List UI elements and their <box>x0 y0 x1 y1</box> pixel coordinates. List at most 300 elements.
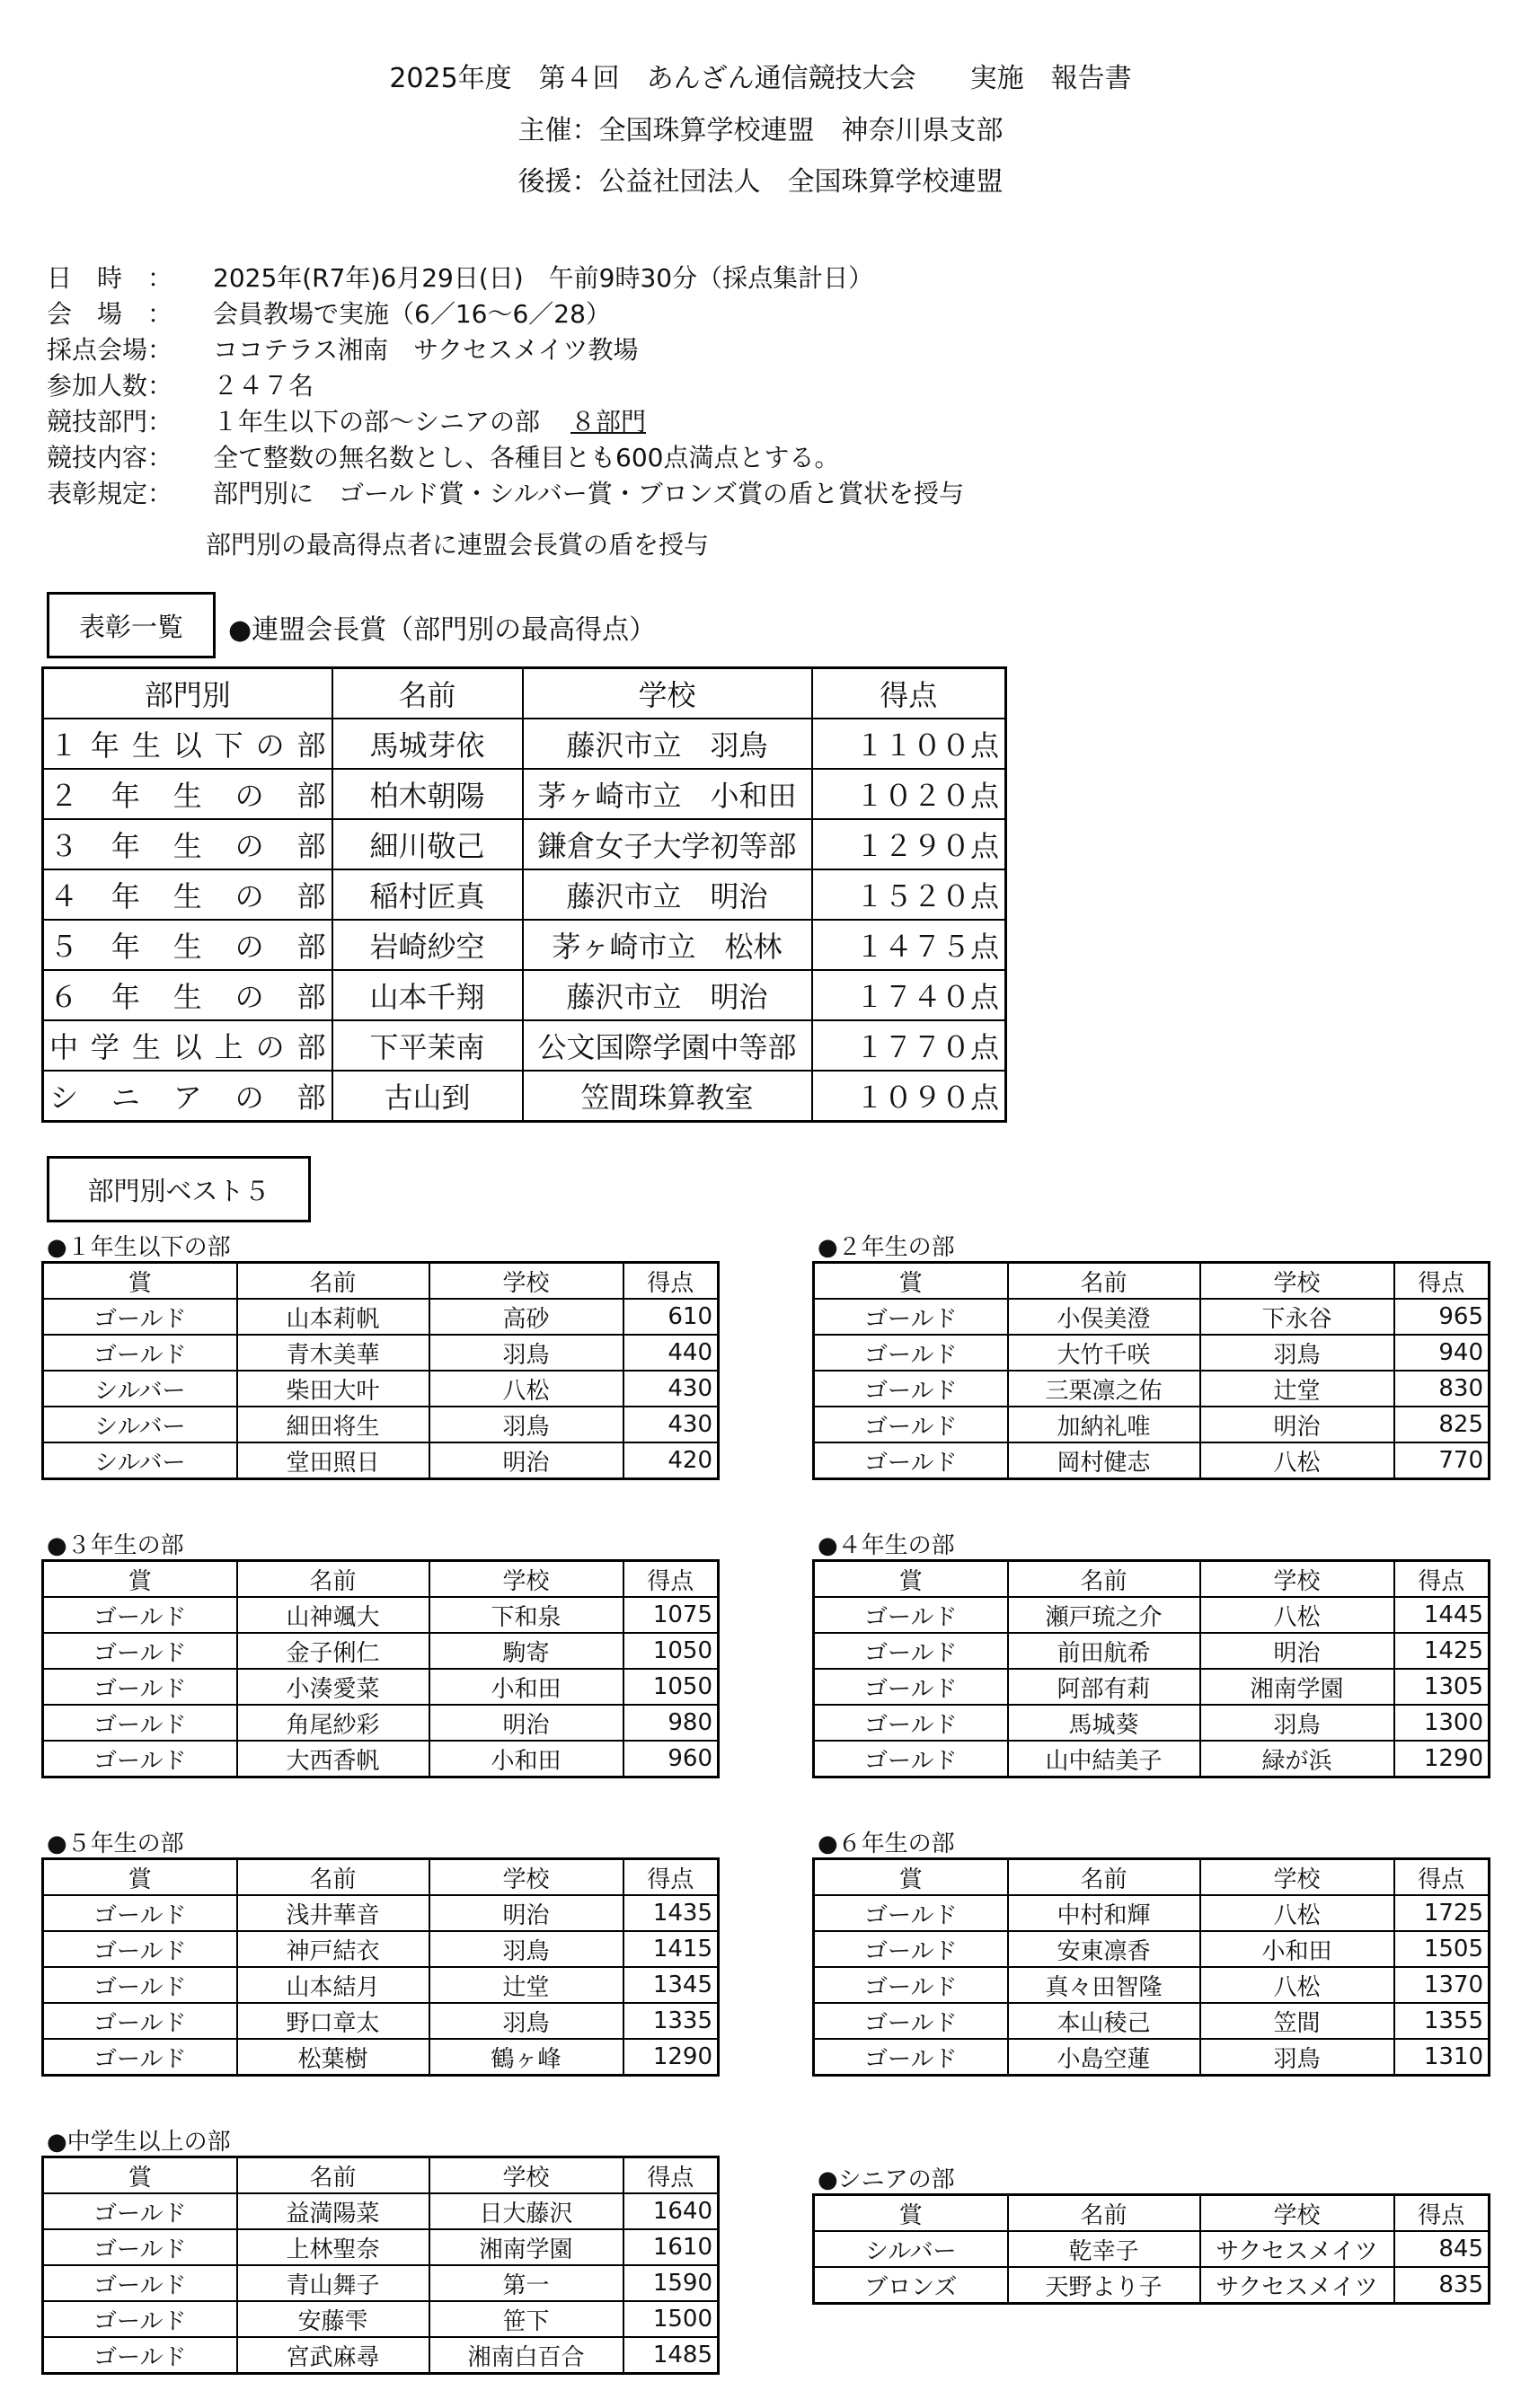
award-cell: ゴールド <box>43 1931 237 1967</box>
table-row <box>814 2267 1490 2304</box>
school-cell: 高砂 <box>429 1299 623 1335</box>
header-award: 賞 <box>814 1561 1008 1598</box>
info-continuation: 部門別の最高得点者に連盟会長賞の盾を授与 <box>206 530 710 560</box>
best5-table <box>812 2193 1490 2305</box>
school-cell: 笠間 <box>1200 2003 1394 2039</box>
header-name: 名前 <box>1008 1561 1200 1598</box>
score-cell: 830 <box>1394 1371 1490 1407</box>
score-cell: 960 <box>623 1741 719 1777</box>
info-row <box>47 474 964 510</box>
president-award-title: ●連盟会長賞（部門別の最高得点） <box>228 614 657 646</box>
school-cell: 第一 <box>429 2265 623 2301</box>
info-value: 部門別に ゴールド賞・シルバー賞・ブロンズ賞の盾と賞状を授与 <box>213 479 964 508</box>
school-cell: 明治 <box>429 1705 623 1741</box>
school-cell: 辻堂 <box>1200 1371 1394 1407</box>
name-cell: 金子俐仁 <box>237 1633 429 1669</box>
info-value: 2025年(R7年)6月29日(日) 午前9時30分（採点集計日） <box>213 263 874 293</box>
score-cell: 1290 <box>1394 1741 1490 1777</box>
division-cell: ６年生の部 <box>43 970 332 1020</box>
header-school: 学校 <box>429 1859 623 1896</box>
score-cell: 1050 <box>623 1669 719 1705</box>
header-score: 得点 <box>623 1263 719 1300</box>
table-row <box>43 769 1006 819</box>
school-cell: サクセスメイツ <box>1200 2267 1394 2304</box>
support-line: 後援：公益社団法人 全国珠算学校連盟 <box>517 166 1004 198</box>
name-cell: 角尾紗彩 <box>237 1705 429 1741</box>
division-cell: ４年生の部 <box>43 869 332 920</box>
score-cell: 430 <box>623 1371 719 1407</box>
header-award: 賞 <box>814 1859 1008 1896</box>
info-label: 参加人数： <box>47 371 173 401</box>
name-cell: 青山舞子 <box>237 2265 429 2301</box>
header-school: 学校 <box>429 1561 623 1598</box>
header-name: 名前 <box>332 668 523 719</box>
school-cell: 湘南学園 <box>429 2229 623 2265</box>
header-school: 学校 <box>1200 1859 1394 1896</box>
name-cell: 阿部有莉 <box>1008 1669 1200 1705</box>
score-cell: １５２０点 <box>812 869 1006 920</box>
name-cell: 前田航希 <box>1008 1633 1200 1669</box>
table-row <box>43 2003 719 2039</box>
school-cell: 八松 <box>429 1371 623 1407</box>
award-cell: シルバー <box>43 1407 237 1442</box>
info-row <box>47 259 873 295</box>
score-cell: 1305 <box>1394 1669 1490 1705</box>
table-row <box>43 1020 1006 1071</box>
score-cell: 940 <box>1394 1335 1490 1371</box>
table-header-row <box>43 1561 719 1598</box>
info-row <box>47 331 638 366</box>
award-cell: シルバー <box>814 2231 1008 2267</box>
name-cell: 大竹千咲 <box>1008 1335 1200 1371</box>
score-cell: 1310 <box>1394 2039 1490 2076</box>
organizer-line: 主催：全国珠算学校連盟 神奈川県支部 <box>517 115 1004 146</box>
info-label: 会 場 ： <box>47 299 173 329</box>
award-cell: ゴールド <box>814 1335 1008 1371</box>
header-division: 部門別 <box>43 668 332 719</box>
info-row <box>47 402 646 438</box>
school-cell: 羽鳥 <box>1200 2039 1394 2076</box>
school-cell: 笠間珠算教室 <box>523 1071 812 1122</box>
score-cell: 430 <box>623 1407 719 1442</box>
table-row <box>43 719 1006 769</box>
school-cell: 羽鳥 <box>429 1931 623 1967</box>
info-row <box>47 438 839 474</box>
name-cell: 下平茉南 <box>332 1020 523 1071</box>
name-cell: 野口章太 <box>237 2003 429 2039</box>
info-row <box>47 366 314 402</box>
table-row <box>814 1741 1490 1777</box>
name-cell: 安藤雫 <box>237 2301 429 2337</box>
table-row <box>814 2039 1490 2076</box>
table-row <box>814 1633 1490 1669</box>
table-header-row <box>814 2195 1490 2232</box>
name-cell: 松葉樹 <box>237 2039 429 2076</box>
school-cell: サクセスメイツ <box>1200 2231 1394 2267</box>
table-row <box>43 1967 719 2003</box>
score-cell: 835 <box>1394 2267 1490 2304</box>
school-cell: 小和田 <box>429 1741 623 1777</box>
score-cell: 1355 <box>1394 2003 1490 2039</box>
header-name: 名前 <box>1008 1263 1200 1300</box>
school-cell: 小和田 <box>429 1669 623 1705</box>
score-cell: 1415 <box>623 1931 719 1967</box>
division-title: ●１年生以下の部 <box>47 1234 231 1261</box>
score-cell: 1505 <box>1394 1931 1490 1967</box>
score-cell: 1075 <box>623 1597 719 1633</box>
award-cell: ゴールド <box>814 1669 1008 1705</box>
table-row <box>43 2337 719 2374</box>
header-school: 学校 <box>429 1263 623 1300</box>
name-cell: 山本莉帆 <box>237 1299 429 1335</box>
division-title: ●４年生の部 <box>818 1532 955 1559</box>
score-cell: 1590 <box>623 2265 719 2301</box>
header-school: 学校 <box>429 2157 623 2194</box>
header-award: 賞 <box>43 1263 237 1300</box>
best5-box: 部門別ベスト５ <box>47 1156 311 1222</box>
score-cell: 1445 <box>1394 1597 1490 1633</box>
school-cell: 鎌倉女子大学初等部 <box>523 819 812 869</box>
table-row <box>43 1299 719 1335</box>
school-cell: 下永谷 <box>1200 1299 1394 1335</box>
award-cell: ゴールド <box>43 1967 237 2003</box>
name-cell: 古山到 <box>332 1071 523 1122</box>
name-cell: 岩崎紗空 <box>332 920 523 970</box>
table-row <box>43 1705 719 1741</box>
name-cell: 青木美華 <box>237 1335 429 1371</box>
info-label: 日 時 ： <box>47 263 173 293</box>
score-cell: １０２０点 <box>812 769 1006 819</box>
table-row <box>814 1407 1490 1442</box>
name-cell: 大西香帆 <box>237 1741 429 1777</box>
table-row <box>43 2193 719 2229</box>
table-row <box>43 1371 719 1407</box>
best5-table <box>41 2156 720 2375</box>
score-cell: １１００点 <box>812 719 1006 769</box>
name-cell: 馬城葵 <box>1008 1705 1200 1741</box>
school-cell: 八松 <box>1200 1967 1394 2003</box>
header-school: 学校 <box>1200 2195 1394 2232</box>
school-cell: 茅ヶ崎市立 松林 <box>523 920 812 970</box>
name-cell: 山神颯大 <box>237 1597 429 1633</box>
award-cell: ゴールド <box>43 2193 237 2229</box>
table-row <box>43 1931 719 1967</box>
best5-table <box>41 1559 720 1778</box>
division-count: ８部門 <box>570 407 647 437</box>
table-row <box>43 1442 719 1479</box>
score-cell: 1335 <box>623 2003 719 2039</box>
table-row <box>43 2229 719 2265</box>
award-cell: ゴールド <box>814 1931 1008 1967</box>
division-cell: ５年生の部 <box>43 920 332 970</box>
award-cell: ゴールド <box>43 1335 237 1371</box>
info-value: ココテラス湘南 サクセスメイツ教場 <box>213 335 639 365</box>
header-school: 学校 <box>1200 1263 1394 1300</box>
table-row <box>43 920 1006 970</box>
award-cell: ゴールド <box>43 2301 237 2337</box>
table-row <box>814 1931 1490 1967</box>
score-cell: １０９０点 <box>812 1071 1006 1122</box>
table-row <box>43 1335 719 1371</box>
table-row <box>43 1895 719 1931</box>
division-title: ●５年生の部 <box>47 1830 184 1857</box>
award-cell: ゴールド <box>814 1442 1008 1479</box>
header-score: 得点 <box>623 1561 719 1598</box>
table-row <box>43 2039 719 2076</box>
score-cell: 1345 <box>623 1967 719 2003</box>
score-cell: 965 <box>1394 1299 1490 1335</box>
name-cell: 山中結美子 <box>1008 1741 1200 1777</box>
header-score: 得点 <box>623 2157 719 2194</box>
best5-table <box>41 1857 720 2077</box>
header-name: 名前 <box>1008 1859 1200 1896</box>
award-cell: ゴールド <box>43 2003 237 2039</box>
score-cell: １２９０点 <box>812 819 1006 869</box>
name-cell: 三栗凛之佑 <box>1008 1371 1200 1407</box>
best5-table <box>812 1261 1490 1480</box>
score-cell: 1300 <box>1394 1705 1490 1741</box>
table-row <box>43 1071 1006 1122</box>
award-cell: ゴールド <box>43 1895 237 1931</box>
table-row <box>814 1895 1490 1931</box>
award-cell: シルバー <box>43 1442 237 1479</box>
school-cell: 八松 <box>1200 1442 1394 1479</box>
award-cell: ゴールド <box>814 1741 1008 1777</box>
table-header-row <box>43 1859 719 1896</box>
name-cell: 細川敬己 <box>332 819 523 869</box>
school-cell: 明治 <box>429 1895 623 1931</box>
header-score: 得点 <box>1394 2195 1490 2232</box>
score-cell: 845 <box>1394 2231 1490 2267</box>
table-header-row <box>814 1859 1490 1896</box>
score-cell: 1725 <box>1394 1895 1490 1931</box>
school-cell: 小和田 <box>1200 1931 1394 1967</box>
table-header-row <box>814 1561 1490 1598</box>
award-cell: ゴールド <box>43 2229 237 2265</box>
score-cell: 1610 <box>623 2229 719 2265</box>
table-row <box>814 1371 1490 1407</box>
award-cell: ゴールド <box>814 1371 1008 1407</box>
school-cell: 藤沢市立 明治 <box>523 869 812 920</box>
name-cell: 天野より子 <box>1008 2267 1200 2304</box>
award-cell: ゴールド <box>814 2039 1008 2076</box>
header-score: 得点 <box>812 668 1006 719</box>
name-cell: 堂田照日 <box>237 1442 429 1479</box>
name-cell: 加納礼唯 <box>1008 1407 1200 1442</box>
division-cell: １年生以下の部 <box>43 719 332 769</box>
award-cell: ゴールド <box>43 1741 237 1777</box>
header-score: 得点 <box>1394 1561 1490 1598</box>
division-title: ●６年生の部 <box>818 1830 955 1857</box>
header-name: 名前 <box>237 1859 429 1896</box>
score-cell: 420 <box>623 1442 719 1479</box>
name-cell: 稲村匠真 <box>332 869 523 920</box>
award-cell: ゴールド <box>43 2265 237 2301</box>
school-cell: 羽鳥 <box>1200 1705 1394 1741</box>
header-score: 得点 <box>623 1859 719 1896</box>
score-cell: 1050 <box>623 1633 719 1669</box>
table-header-row <box>43 668 1006 719</box>
name-cell: 中村和輝 <box>1008 1895 1200 1931</box>
table-row <box>814 1335 1490 1371</box>
score-cell: 980 <box>623 1705 719 1741</box>
name-cell: 山本千翔 <box>332 970 523 1020</box>
score-cell: 1435 <box>623 1895 719 1931</box>
table-header-row <box>43 1263 719 1300</box>
award-cell: ゴールド <box>43 2039 237 2076</box>
school-cell: 羽鳥 <box>1200 1335 1394 1371</box>
school-cell: 下和泉 <box>429 1597 623 1633</box>
best5-table <box>41 1261 720 1480</box>
table-row <box>814 1299 1490 1335</box>
name-cell: 柴田大叶 <box>237 1371 429 1407</box>
award-cell: ゴールド <box>43 1597 237 1633</box>
table-row <box>43 1633 719 1669</box>
name-cell: 神戸結衣 <box>237 1931 429 1967</box>
award-cell: ゴールド <box>814 2003 1008 2039</box>
division-cell: 中学生以上の部 <box>43 1020 332 1071</box>
president-award-table <box>41 666 1007 1123</box>
score-cell: 770 <box>1394 1442 1490 1479</box>
school-cell: 湘南白百合 <box>429 2337 623 2374</box>
award-cell: ゴールド <box>814 1705 1008 1741</box>
table-header-row <box>814 1263 1490 1300</box>
name-cell: 乾幸子 <box>1008 2231 1200 2267</box>
award-cell: ゴールド <box>814 1597 1008 1633</box>
name-cell: 馬城芽依 <box>332 719 523 769</box>
best5-table <box>812 1559 1490 1778</box>
school-cell: 羽鳥 <box>429 2003 623 2039</box>
division-title: ●シニアの部 <box>818 2166 955 2193</box>
table-row <box>814 2231 1490 2267</box>
award-cell: ゴールド <box>814 1967 1008 2003</box>
name-cell: 瀬戸琉之介 <box>1008 1597 1200 1633</box>
table-row <box>814 2003 1490 2039</box>
table-row <box>43 970 1006 1020</box>
name-cell: 益満陽菜 <box>237 2193 429 2229</box>
award-cell: ゴールド <box>43 1299 237 1335</box>
report-title: 2025年度 第４回 あんざん通信競技大会 実施 報告書 <box>389 63 1132 94</box>
header-name: 名前 <box>237 1561 429 1598</box>
score-cell: 1370 <box>1394 1967 1490 2003</box>
header-award: 賞 <box>43 1561 237 1598</box>
info-label: 競技内容： <box>47 443 173 472</box>
school-cell: 笹下 <box>429 2301 623 2337</box>
header-school: 学校 <box>1200 1561 1394 1598</box>
school-cell: 日大藤沢 <box>429 2193 623 2229</box>
table-row <box>43 869 1006 920</box>
name-cell: 小俣美澄 <box>1008 1299 1200 1335</box>
name-cell: 安東凛香 <box>1008 1931 1200 1967</box>
school-cell: 藤沢市立 明治 <box>523 970 812 1020</box>
name-cell: 山本結月 <box>237 1967 429 2003</box>
best5-table <box>812 1857 1490 2077</box>
division-title: ●中学生以上の部 <box>47 2129 231 2156</box>
division-cell: ２年生の部 <box>43 769 332 819</box>
score-cell: 1425 <box>1394 1633 1490 1669</box>
info-row <box>47 295 611 331</box>
header-award: 賞 <box>43 2157 237 2194</box>
score-cell: 1640 <box>623 2193 719 2229</box>
header-name: 名前 <box>237 2157 429 2194</box>
award-cell: ゴールド <box>43 1705 237 1741</box>
award-cell: ゴールド <box>43 1633 237 1669</box>
name-cell: 上林聖奈 <box>237 2229 429 2265</box>
name-cell: 宮武麻尋 <box>237 2337 429 2374</box>
table-row <box>43 1597 719 1633</box>
score-cell: 1485 <box>623 2337 719 2374</box>
award-cell: ゴールド <box>43 1669 237 1705</box>
table-row <box>814 1442 1490 1479</box>
header-score: 得点 <box>1394 1263 1490 1300</box>
score-cell: 440 <box>623 1335 719 1371</box>
header-school: 学校 <box>523 668 812 719</box>
name-cell: 小湊愛菜 <box>237 1669 429 1705</box>
table-row <box>43 1741 719 1777</box>
score-cell: 825 <box>1394 1407 1490 1442</box>
table-header-row <box>43 2157 719 2194</box>
table-row <box>43 2265 719 2301</box>
score-cell: １７４０点 <box>812 970 1006 1020</box>
name-cell: 柏木朝陽 <box>332 769 523 819</box>
award-cell: ゴールド <box>814 1299 1008 1335</box>
school-cell: 辻堂 <box>429 1967 623 2003</box>
info-value: ２４７名 <box>213 371 314 401</box>
score-cell: 1290 <box>623 2039 719 2076</box>
award-cell: シルバー <box>43 1371 237 1407</box>
info-label: 採点会場： <box>47 335 173 365</box>
school-cell: 公文国際学園中等部 <box>523 1020 812 1071</box>
school-cell: 明治 <box>429 1442 623 1479</box>
school-cell: 明治 <box>1200 1633 1394 1669</box>
name-cell: 浅井華音 <box>237 1895 429 1931</box>
name-cell: 本山稜己 <box>1008 2003 1200 2039</box>
school-cell: 八松 <box>1200 1895 1394 1931</box>
info-value: １年生以下の部～シニアの部 <box>213 407 541 437</box>
score-cell: １４７５点 <box>812 920 1006 970</box>
table-row <box>43 1407 719 1442</box>
score-cell: １７７０点 <box>812 1020 1006 1071</box>
division-title: ●２年生の部 <box>818 1234 955 1261</box>
award-cell: ブロンズ <box>814 2267 1008 2304</box>
school-cell: 八松 <box>1200 1597 1394 1633</box>
school-cell: 駒寄 <box>429 1633 623 1669</box>
table-row <box>814 1967 1490 2003</box>
division-cell: ３年生の部 <box>43 819 332 869</box>
table-row <box>814 1597 1490 1633</box>
header-award: 賞 <box>814 1263 1008 1300</box>
header-name: 名前 <box>1008 2195 1200 2232</box>
info-label: 表彰規定： <box>47 479 173 508</box>
school-cell: 茅ヶ崎市立 小和田 <box>523 769 812 819</box>
info-value: 全て整数の無名数とし、各種目とも600点満点とする。 <box>213 443 840 472</box>
name-cell: 真々田智隆 <box>1008 1967 1200 2003</box>
score-cell: 610 <box>623 1299 719 1335</box>
table-row <box>43 819 1006 869</box>
header-award: 賞 <box>814 2195 1008 2232</box>
school-cell: 羽鳥 <box>429 1407 623 1442</box>
table-row <box>814 1669 1490 1705</box>
score-cell: 1500 <box>623 2301 719 2337</box>
division-title: ●３年生の部 <box>47 1532 184 1559</box>
name-cell: 小島空蓮 <box>1008 2039 1200 2076</box>
award-cell: ゴールド <box>814 1633 1008 1669</box>
info-value: 会員教場で実施（6／16～6／28） <box>213 299 611 329</box>
division-cell: シニアの部 <box>43 1071 332 1122</box>
info-label: 競技部門： <box>47 407 173 437</box>
school-cell: 緑が浜 <box>1200 1741 1394 1777</box>
name-cell: 岡村健志 <box>1008 1442 1200 1479</box>
